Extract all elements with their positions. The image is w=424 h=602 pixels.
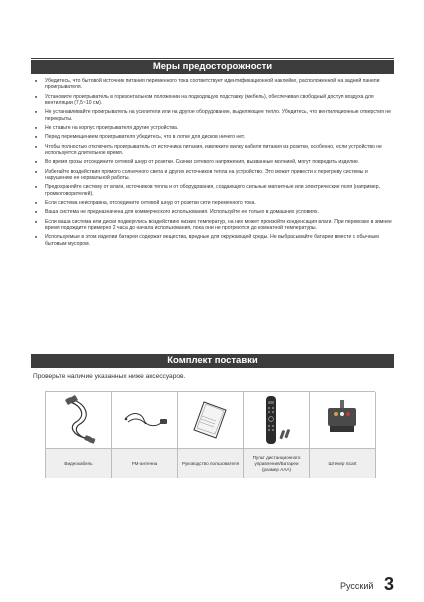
accessories-table	[45, 392, 376, 478]
remote-control-icon	[244, 392, 309, 448]
accessory-video-cable	[46, 392, 112, 478]
section-rule	[31, 58, 394, 59]
accessory-label: Штекер Scart	[328, 460, 357, 466]
precaution-item: ■ Во время грозы отсоедините сетевой шнур от розетки. Скачки сетевого напряжения, вызванные молнией, могут повредить изделие.	[33, 159, 393, 165]
precaution-item: ■ Ваша система не предназначена для коммерческого использования. Используйте ее только в домашних условиях.	[33, 209, 393, 215]
package-intro: Проверьте наличие указанных ниже аксессуаров.	[33, 373, 186, 380]
accessory-user-manual	[178, 392, 244, 478]
package-title: Комплект поставки	[31, 354, 394, 368]
scart-adapter-icon	[310, 392, 375, 448]
accessory-remote-control	[244, 392, 310, 478]
precautions-title: Меры предосторожности	[31, 60, 394, 74]
accessory-scart-adapter	[310, 392, 376, 478]
precaution-item: ■ Избегайте воздействия прямого солнечного света и других источников тепла на устройство. Это может привести к перегреву системы и нарушению ее нормальной работы.	[33, 169, 393, 182]
precaution-item: ■ Не ставьте на корпус проигрывателя другие устройства.	[33, 125, 393, 131]
accessory-fm-antenna	[112, 392, 178, 478]
precaution-item: ■ Не устанавливайте проигрыватель на усилители или на другое оборудование, выделяющее тепло. Убедитесь, что вентиляционные отверстия не перекрыты.	[33, 109, 393, 122]
accessory-label: Видеокабель	[64, 460, 93, 466]
precaution-item: ■ Чтобы полностью отключить проигрыватель от источника питания, извлеките вилку кабеля питания из розетки, особенно, если устройство не используется длительное время.	[33, 144, 393, 157]
precaution-item: ■ Установите проигрыватель в горизонтальном положении на подходящую подставку (мебель), обеспечивая свободный доступ воздуха для вентиляции (7,5~10 см).	[33, 94, 393, 107]
accessory-label: FM-антенна	[131, 460, 158, 466]
page-number: 3	[384, 574, 395, 594]
precautions-list	[33, 78, 393, 250]
accessory-label: Пульт дистанционного управления/Батареи (размер AAA)	[252, 454, 301, 472]
user-manual-icon	[178, 392, 243, 448]
video-cable-icon	[46, 392, 111, 448]
accessory-label: Руководство пользователя	[181, 460, 240, 466]
precaution-item: ■ Предохраняйте систему от влаги, источников тепла и от оборудования, создающего сильные магнитные или электрические поля (например, громкоговорителей).	[33, 184, 393, 197]
precaution-item: ■ Убедитесь, что бытовой источник питания переменного тока соответствует идентификационной наклейке, расположенной на задней панели проигрывателя.	[33, 78, 393, 91]
footer-language: Русский	[340, 581, 374, 591]
precaution-item: ■ Перед перемещением проигрывателя убедитесь, что в лотке для дисков ничего нет.	[33, 134, 393, 140]
precaution-item: ■ Используемые в этом изделии батареи содержат вещества, вредные для окружающей среды. Не выбрасывайте батареи вместе с обычным бытовым мусором.	[33, 234, 393, 247]
precaution-item: ■ Если ваша система или диски подверглись воздействию низких температур, на них может произойти конденсация влаги. При перевозке в зимнее время подождите примерно 2 часа до начала использования, пока они не прогреются до комнатной температуры.	[33, 219, 393, 232]
precaution-item: ■ Если система неисправна, отсоедините сетевой шнур от розетки сети переменного тока.	[33, 200, 393, 206]
fm-antenna-icon	[112, 392, 177, 448]
